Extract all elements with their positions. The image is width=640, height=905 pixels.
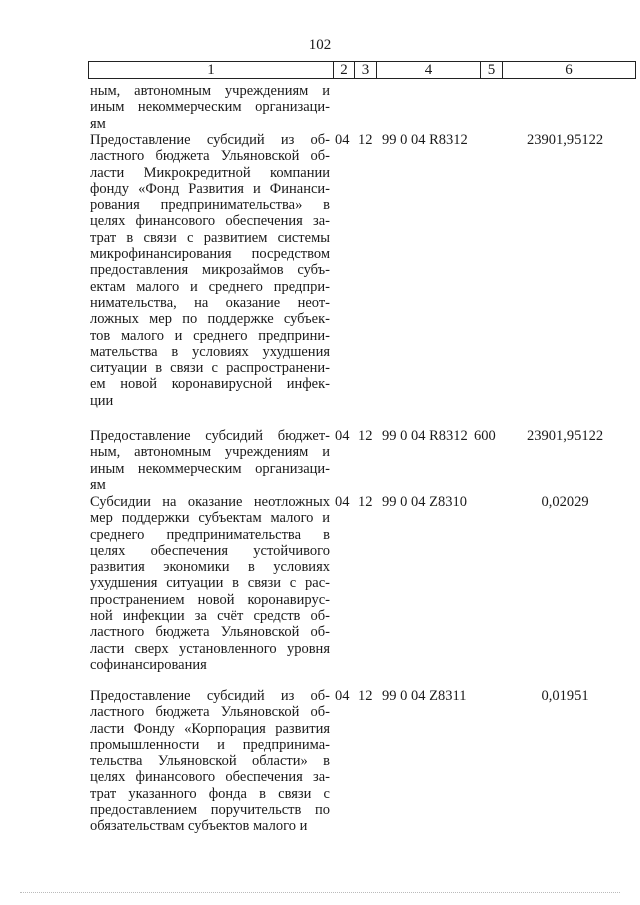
code-target-article: 99 0 04 Z8311 [382, 688, 467, 704]
table-row [0, 428, 640, 493]
description-line: развития экономики в условиях [90, 559, 330, 576]
description-line: ухудшения ситуации в связи с рас- [90, 575, 330, 592]
description-line: ям [90, 476, 106, 493]
code-subsection: 12 [358, 428, 373, 444]
description-line: целях финансового обеспечения за- [90, 769, 330, 786]
description-line: трат указанного фонда в связи с [90, 785, 330, 802]
description-line: ем новой коронавирусной инфек- [90, 376, 330, 393]
description-line: ции [90, 392, 114, 409]
description-line: ситуации в связи с распространени- [90, 360, 330, 377]
page-number: 102 [308, 37, 332, 53]
description-line: пространением новой коронавирус- [90, 591, 330, 608]
description-line: ластного бюджета Ульяновской об- [90, 704, 330, 721]
amount: 0,02029 [541, 494, 589, 510]
description-line: ложных мер по поддержке субъек- [90, 311, 330, 328]
description-line: ной инфекции за счёт средств об- [90, 608, 330, 625]
code-expense-type: 600 [474, 428, 496, 444]
description-line: Предоставление субсидий бюджет- [90, 428, 330, 444]
code-target-article: 99 0 04 R8312 [382, 132, 468, 148]
description-line: обязательствам субъектов малого и [90, 818, 308, 835]
description-line: ласти Фонду «Корпорация развития [90, 720, 330, 737]
amount: 23901,95122 [526, 428, 604, 444]
code-subsection: 12 [358, 688, 373, 704]
description-line: Предоставление субсидий из об- [90, 132, 330, 148]
description-line: иным некоммерческим организаци- [90, 460, 330, 477]
code-subsection: 12 [358, 494, 373, 510]
scan-edge [20, 890, 620, 893]
description-line: софинансирования [90, 656, 207, 673]
description-line: предоставлением поручительств по [90, 802, 330, 819]
code-target-article: 99 0 04 Z8310 [382, 494, 467, 510]
table-row [0, 132, 640, 409]
header-col-1: 1 [89, 62, 334, 78]
description-line: предоставления микрозаймов субъ- [90, 262, 330, 279]
code-section: 04 [335, 428, 350, 444]
description-line: тельства Ульяновской области» в [90, 753, 330, 770]
description-line: фонду «Фонд Развития и Финанси- [90, 180, 330, 197]
row-description [90, 494, 330, 673]
description-line: ластного бюджета Ульяновской об- [90, 624, 330, 641]
description-line: Субсидии на оказание неотложных [90, 494, 330, 510]
header-col-5: 5 [481, 62, 503, 78]
code-section: 04 [335, 688, 350, 704]
description-line: трат в связи с развитием системы [90, 229, 330, 246]
row-description [90, 83, 330, 132]
table-row [0, 688, 640, 835]
code-section: 04 [335, 494, 350, 510]
header-col-3: 3 [355, 62, 377, 78]
table-header [88, 61, 636, 79]
code-subsection: 12 [358, 132, 373, 148]
header-col-2: 2 [334, 62, 355, 78]
description-line: тов малого и среднего предприни- [90, 327, 330, 344]
description-line: целях финансового обеспечения за- [90, 213, 330, 230]
row-description [90, 688, 330, 835]
code-target-article: 99 0 04 R8312 [382, 428, 468, 444]
description-line: целях обеспечения устойчивого [90, 542, 330, 559]
description-line: ектам малого и среднего предпри- [90, 278, 330, 295]
amount: 23901,95122 [526, 132, 604, 148]
description-line: иным некоммерческим организаци- [90, 99, 330, 116]
description-line: ным, автономным учреждениям и [90, 83, 330, 99]
description-line: мательства в условиях ухудшения [90, 343, 330, 360]
description-line: микрофинансирования посредством [90, 246, 330, 263]
description-line: ям [90, 115, 106, 132]
description-line: ным, автономным учреждениям и [90, 444, 330, 461]
description-line: мер поддержки субъектам малого и [90, 510, 330, 527]
description-line: ласти сверх установленного уровня [90, 640, 330, 657]
table-row [0, 83, 640, 132]
amount: 0,01951 [541, 688, 589, 704]
description-line: среднего предпринимательства в [90, 526, 330, 543]
header-col-6: 6 [565, 62, 573, 78]
description-line: рования предпринимательства» в [90, 197, 330, 214]
header-col-4: 4 [377, 62, 481, 78]
table-row [0, 494, 640, 673]
row-description [90, 428, 330, 493]
description-line: нимательства, на оказание неот- [90, 294, 330, 311]
row-description [90, 132, 330, 409]
description-line: ласти Микрокредитной компании [90, 164, 330, 181]
code-section: 04 [335, 132, 350, 148]
description-line: ластного бюджета Ульяновской об- [90, 148, 330, 165]
description-line: Предоставление субсидий из об- [90, 688, 330, 704]
description-line: промышленности и предпринима- [90, 736, 330, 753]
